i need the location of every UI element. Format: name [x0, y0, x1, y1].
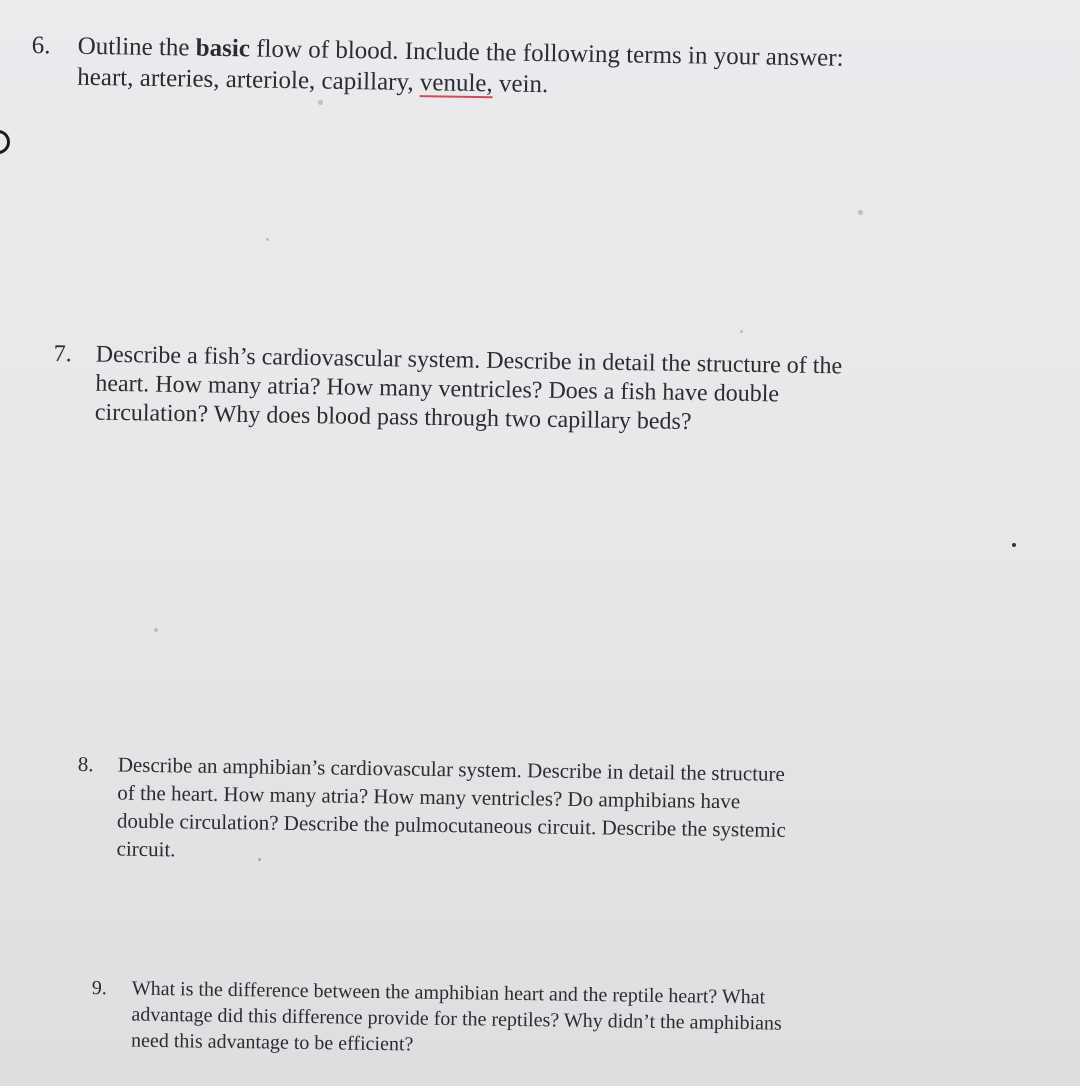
question-text — [95, 341, 843, 440]
paper-speck — [154, 628, 158, 632]
question-line: double circulation? Describe the pulmocutaneous circuit. Describe the systemic — [116, 808, 786, 842]
question-line: of the heart. How many atria? How many ventricles? Do amphibians have — [117, 780, 741, 814]
paper-speck — [318, 100, 323, 105]
paper-speck — [858, 210, 863, 215]
question-7 — [53, 340, 843, 439]
question-line: Describe a fish’s cardiovascular system. Describe in detail the structure of the — [95, 341, 843, 380]
spellcheck-underlined-word: venule, — [419, 69, 493, 98]
question-text — [77, 31, 844, 105]
paper-speck — [740, 330, 743, 333]
question-line: heart. How many atria? How many ventricles? Does a fish have double — [95, 370, 780, 408]
question-number: 9. — [91, 976, 107, 1000]
paper-speck — [258, 858, 261, 861]
question-number: 7. — [53, 340, 72, 368]
question-text — [131, 976, 782, 1063]
question-number: 8. — [77, 751, 94, 777]
question-number: 6. — [31, 31, 51, 60]
emphasis-word: basic — [195, 34, 251, 63]
margin-binding-mark — [0, 130, 10, 154]
question-line: heart, arteries, arteriole, capillary, venule, vein. — [77, 63, 549, 99]
question-line: Describe an amphibian’s cardiovascular system. Describe in detail the structure — [117, 752, 786, 786]
question-6 — [31, 30, 844, 105]
paper-speck — [1012, 543, 1016, 547]
question-8 — [76, 750, 786, 872]
question-line: advantage did this difference provide for the reptiles? Why didn’t the amphibians — [131, 1003, 782, 1035]
question-line: What is the difference between the amphibian heart and the reptile heart? What — [131, 977, 766, 1009]
question-line: circulation? Why does blood pass through two capillary beds? — [94, 399, 692, 436]
paper-speck — [266, 238, 269, 241]
question-text — [116, 751, 786, 872]
question-line: circuit. — [116, 836, 176, 862]
question-line: need this advantage to be efficient? — [130, 1029, 414, 1056]
question-9 — [91, 975, 782, 1063]
question-line: Outline the basic flow of blood. Include the following terms in your answer: — [77, 32, 844, 72]
